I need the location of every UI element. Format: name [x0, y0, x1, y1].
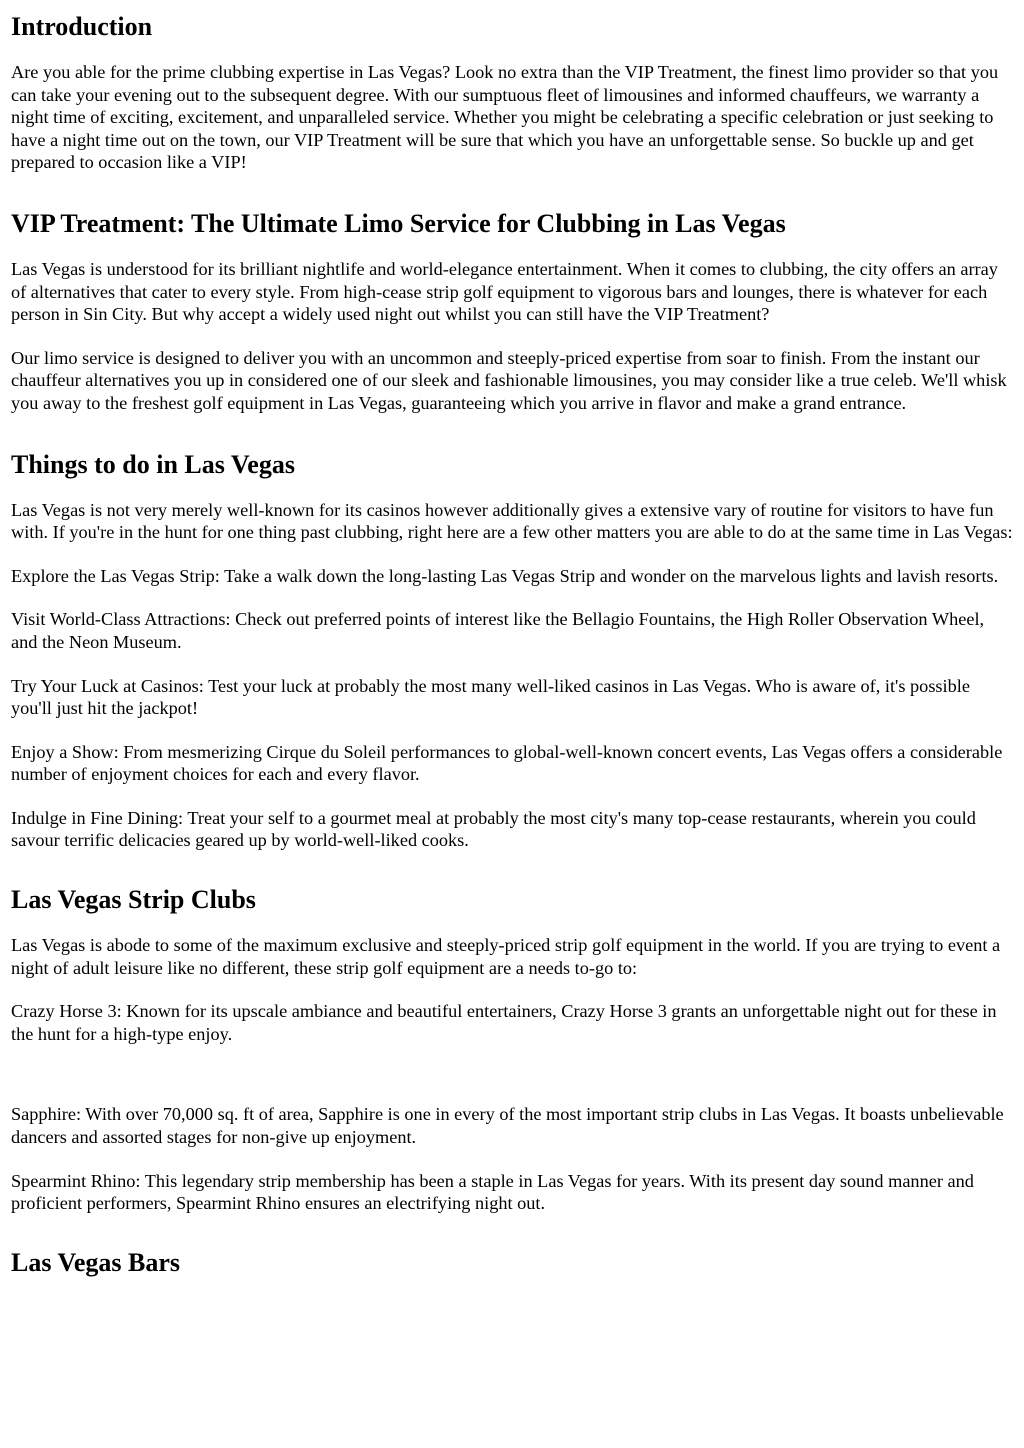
- spacer: [11, 720, 1013, 741]
- section-heading-las-vegas-bars: Las Vegas Bars: [11, 1247, 181, 1277]
- paragraph-explore-strip: Explore the Las Vegas Strip: Take a walk down the long-lasting Las Vegas Strip and wonder on the marvelous lights and lavish resorts.: [11, 565, 999, 586]
- paragraph-fine-dining: Indulge in Fine Dining: Treat your self to a gourmet meal at probably the most city's many top-cease restaurants, wherein you could savour terrific delicacies geared up by world-well-liked cooks.: [11, 807, 976, 851]
- spacer: [11, 1149, 1013, 1170]
- spacer: [11, 544, 1013, 565]
- section-heading-things-to-do: Things to do in Las Vegas: [11, 449, 295, 479]
- spacer: [11, 415, 1013, 450]
- spacer: [11, 786, 1013, 807]
- spacer: [11, 587, 1013, 608]
- spacer: [11, 239, 1013, 258]
- spacer: [11, 480, 1013, 499]
- paragraph-crazy-horse-3: Crazy Horse 3: Known for its upscale ambiance and beautiful entertainers, Crazy Horse 3 grants an unforgettable night out for these in the hunt for a high-type enjoy.: [11, 1001, 997, 1044]
- spacer: [11, 852, 1013, 885]
- section-heading-introduction: Introduction: [11, 12, 153, 41]
- section-heading-strip-clubs: Las Vegas Strip Clubs: [11, 885, 256, 915]
- section-heading-vip-treatment: VIP Treatment: The Ultimate Limo Service for Clubbing in Las Vegas: [11, 208, 786, 238]
- paragraph-vip-limo-service: Our limo service is designed to deliver you with an uncommon and steeply-priced expertise from soar to finish. From the instant our chauffeur alternatives you up in considered one of our sleek and fashionable limousines, you may consider like a true celeb. We'll whisk you away to the freshest golf equipment in Las Vegas, guaranteeing which you arrive in flavor and make a grand entrance.: [11, 347, 1007, 413]
- spacer: [11, 1045, 1013, 1103]
- paragraph-sapphire: Sapphire: With over 70,000 sq. ft of area, Sapphire is one in every of the most important strip clubs in Las Vegas. It boasts unbelievable dancers and assorted stages for non-give up enjoyment.: [11, 1104, 1004, 1148]
- paragraph-try-luck-casinos: Try Your Luck at Casinos: Test your luck at probably the most many well-liked casinos in Las Vegas. Who is aware of, it's possible you'll just hit the jackpot!: [11, 675, 970, 719]
- spacer: [11, 174, 1013, 209]
- paragraph-vip-nightlife: Las Vegas is understood for its brilliant nightlife and world-elegance entertainment. When it comes to clubbing, the city offers an array of alternatives that cater to every style. From high-cease strip golf equipment to vigorous bars and lounges, there is whatever for each person in Sin City. But why accept a widely used night out whilst you can still have the VIP Treatment?: [11, 258, 998, 325]
- paragraph-introduction-body: Are you able for the prime clubbing expertise in Las Vegas? Look no extra than the VIP Treatment, the finest limo provider so that you can take your evening out to the subsequent degree. With our sumptuous fleet of limousines and informed chauffeurs, we warranty a night time of exciting, excitement, and unparalleled service. Whether you might be celebrating a specific celebration or just seeking to have a night time out on the town, our VIP Treatment will be sure that which you have an unforgettable sense. So buckle up and get prepared to occasion like a VIP!: [11, 62, 999, 173]
- paragraph-spearmint-rhino: Spearmint Rhino: This legendary strip membership has been a staple in Las Vegas for years. With its present day sound manner and proficient performers, Spearmint Rhino ensures an electrifying night out.: [11, 1170, 974, 1214]
- paragraph-things-intro: Las Vegas is not very merely well-known for its casinos however additionally gives a extensive vary of routine for visitors to have fun with. If you're in the hunt for one thing past clubbing, right here are a few other matters you are able to do at the same time in Las Vegas:: [11, 499, 1013, 543]
- spacer: [11, 1215, 1013, 1248]
- spacer: [11, 1278, 1013, 1368]
- spacer: [11, 326, 1013, 347]
- spacer: [11, 42, 1013, 61]
- paragraph-visit-attractions: Visit World-Class Attractions: Check out preferred points of interest like the Bellagio Fountains, the High Roller Observation Wheel, and the Neon Museum.: [11, 609, 985, 652]
- spacer: [11, 654, 1013, 675]
- spacer: [11, 915, 1013, 934]
- spacer: [11, 979, 1013, 1000]
- spacer: [11, 0, 1013, 12]
- paragraph-strip-clubs-intro: Las Vegas is abode to some of the maximum exclusive and steeply-priced strip golf equipment in the world. If you are trying to event a night of adult leisure like no different, these strip golf equipment are a needs to-go to:: [11, 935, 1001, 978]
- paragraph-enjoy-show: Enjoy a Show: From mesmerizing Cirque du Soleil performances to global-well-known concert events, Las Vegas offers a considerable number of enjoyment choices for each and every flavor.: [11, 741, 1003, 785]
